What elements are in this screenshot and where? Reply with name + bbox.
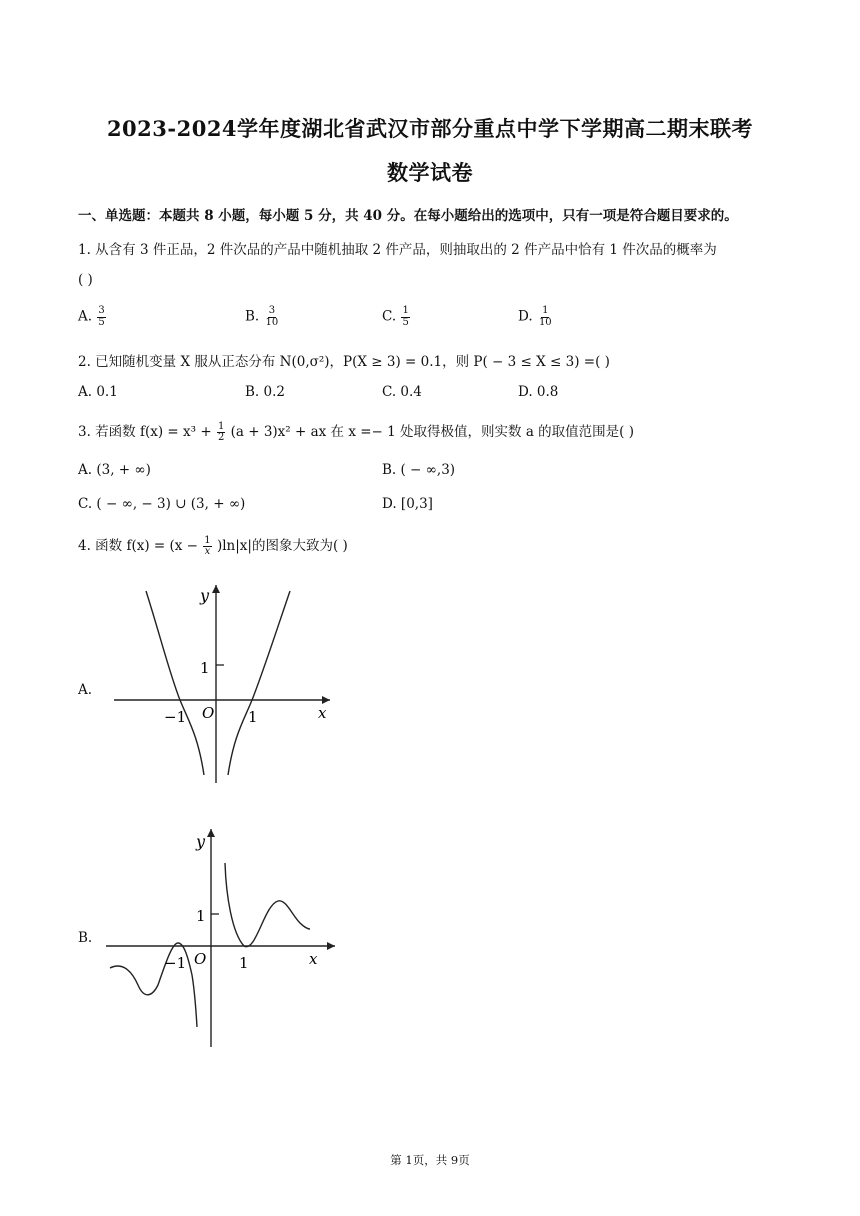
q1-option-d-num: 1 <box>542 305 549 316</box>
q2-option-d: D. 0.8 <box>518 384 559 400</box>
question-1-paren: ( ) <box>78 272 93 288</box>
exam-subtitle: 数学试卷 <box>387 160 473 185</box>
q1-option-c-num: 1 <box>402 305 409 316</box>
graph-a-right-curve <box>228 591 290 775</box>
q3-fraction <box>217 422 225 444</box>
graph-b-x-arrow <box>327 942 335 950</box>
q1-option-c-fraction <box>401 306 409 328</box>
graph-a-y-arrow <box>212 585 220 593</box>
q1-option-c-label: C. <box>382 308 397 325</box>
q4-stem-after: )ln|x|的图象大致为( ) <box>216 538 348 554</box>
q3-option-b: B. ( − ∞,3) <box>382 462 456 478</box>
graph-b-origin-label: O <box>194 950 207 968</box>
q1-option-c-den: 5 <box>402 316 409 328</box>
q1-option-d <box>518 306 554 328</box>
graph-a-x-label: x <box>318 704 327 722</box>
q1-option-d-den: 10 <box>538 316 552 328</box>
question-1-stem: 1. 从含有 3 件正品，2 件次品的产品中随机抽取 2 件产品，则抽取出的 2 件产品中恰有 1 件次品的概率为 <box>78 242 717 258</box>
graph-b-one-x-label: 1 <box>239 954 249 972</box>
graph-b-y-label: y <box>196 832 206 851</box>
graph-a-origin-label: O <box>202 704 215 722</box>
graph-a-x-arrow <box>322 696 330 704</box>
q1-option-b-den: 10 <box>265 316 279 328</box>
q1-option-c <box>382 306 411 328</box>
exam-title: 2023-2024学年度湖北省武汉市部分重点中学下学期高二期末联考 <box>106 116 754 141</box>
q4-frac-num: 1 <box>204 534 211 546</box>
q3-stem-after: (a + 3)x² + ax 在 x =− 1 处取得极值，则实数 a 的取值范围是( ) <box>230 424 634 440</box>
graph-b-right-curve <box>225 863 310 947</box>
q3-frac-num: 1 <box>217 420 225 432</box>
q1-option-a-label: A. <box>78 308 93 325</box>
graph-b-x-label: x <box>309 950 318 968</box>
graph-b-one-y-label: 1 <box>196 907 206 925</box>
question-2-stem: 2. 已知随机变量 X 服从正态分布 N(0,σ²)，P(X ≥ 3) = 0.1，则 P( − 3 ≤ X ≤ 3) =( ) <box>78 354 610 370</box>
q4-frac-den: x <box>204 546 211 557</box>
q1-option-a <box>78 306 107 328</box>
q3-stem-before: 3. 若函数 f(x) = x³ + <box>78 424 212 440</box>
q2-option-a: A. 0.1 <box>78 384 118 400</box>
question-3-stem <box>78 420 634 444</box>
graph-b-neg-one-label: −1 <box>164 954 187 972</box>
q3-frac-den: 2 <box>217 432 225 443</box>
q4-graph-b <box>100 825 340 1054</box>
q1-option-d-fraction <box>538 306 553 328</box>
q1-option-b-num: 3 <box>268 305 276 316</box>
q1-option-a-num: 3 <box>98 305 105 316</box>
graph-a-one-y-label: 1 <box>200 659 210 677</box>
graph-b-y-arrow <box>207 829 215 837</box>
q4-stem-before: 4. 函数 f(x) = (x − <box>78 538 198 554</box>
graph-a-y-label: y <box>200 586 210 605</box>
q4-graph-a <box>100 575 340 794</box>
q1-option-a-fraction <box>97 306 105 328</box>
q4-fraction <box>203 536 211 558</box>
q3-option-c: C. ( − ∞, − 3) ∪ (3, + ∞) <box>78 496 246 512</box>
q1-option-b-label: B. <box>245 308 260 325</box>
q1-option-a-den: 5 <box>98 316 105 328</box>
q4-option-a-label: A. <box>78 682 93 698</box>
q2-option-c: C. 0.4 <box>382 384 422 400</box>
q3-option-a: A. (3, + ∞) <box>78 462 151 478</box>
page-footer: 第 1页，共 9页 <box>390 1153 470 1167</box>
q4-option-b-label: B. <box>78 930 93 946</box>
graph-a-neg-one-label: −1 <box>164 708 187 726</box>
q1-option-b-fraction <box>265 306 280 328</box>
q2-option-b: B. 0.2 <box>245 384 285 400</box>
graph-a-left-curve <box>146 591 204 775</box>
section-heading: 一、单选题：本题共 8 小题，每小题 5 分，共 40 分。在每小题给出的选项中，只有一项是符合题目要求的。 <box>78 208 738 224</box>
q1-option-d-label: D. <box>518 308 533 325</box>
q3-option-d: D. [0,3] <box>382 496 433 512</box>
q1-option-b <box>245 306 280 328</box>
question-4-stem <box>78 534 348 558</box>
graph-a-one-x-label: 1 <box>248 708 258 726</box>
